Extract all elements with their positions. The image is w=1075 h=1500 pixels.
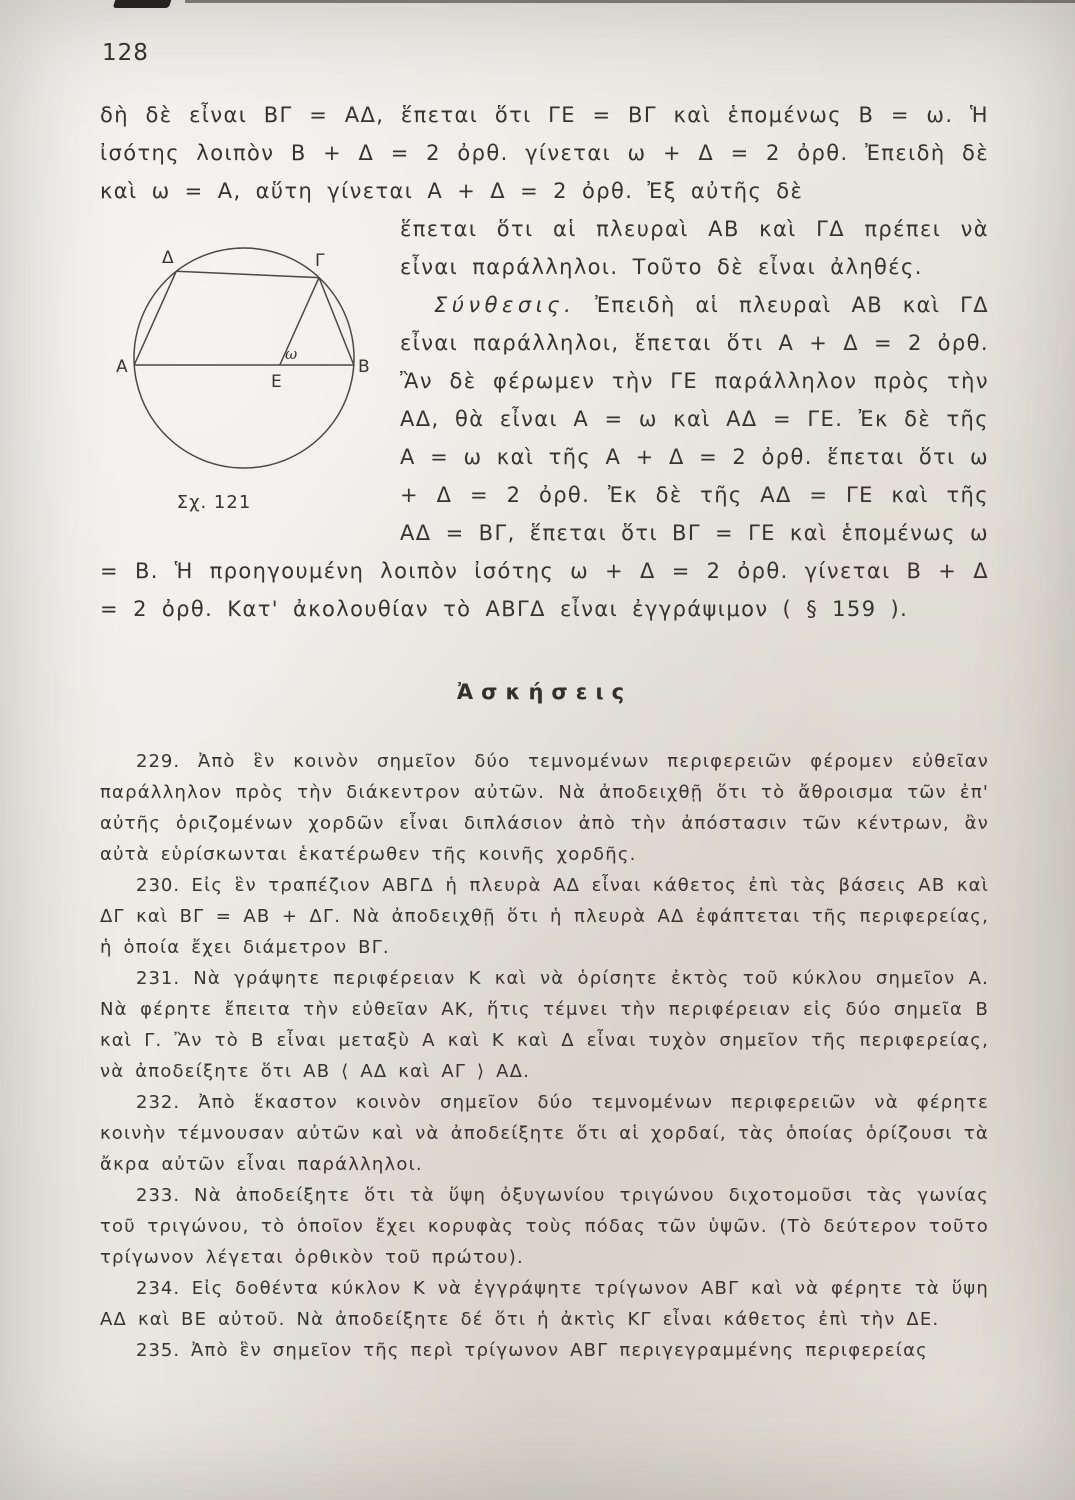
exercise-229-number: 229. [136, 751, 181, 772]
exercise-230-text: Εἰς ἓν τραπέζιον ΑΒΓΔ ἡ πλευρὰ ΑΔ εἶναι κάθετος ἐπὶ τὰς βάσεις ΑΒ καὶ ΔΓ καὶ ΒΓ = ΑΒ + ΔΓ. Νὰ ἀποδειχθῇ ὅτι ἡ πλευρὰ ΑΔ ἐφάπτεται τῆς περιφερείας, ἡ ὁποία ἔχει διάμετρον ΒΓ. [100, 875, 990, 958]
exercise-234 [100, 1273, 989, 1335]
exercises-list [100, 746, 989, 1366]
synthesis-text: Ἐπειδὴ αἱ πλευραὶ ΑΒ καὶ ΓΔ εἶναι παράλληλοι, ἕπεται ὅτι Α + Δ = 2 ὀρθ. Ἂν δὲ φέρωμεν τὴν ΓΕ παράλληλον πρὸς τὴν ΑΔ, θὰ εἶναι Α = ω καὶ ΑΔ = ΓΕ. Ἐκ δὲ τῆς Α = ω καὶ τῆς Α + Δ = 2 ὀρθ. ἕπεται ὅτι ω + Δ = 2 ὀρθ. Ἐκ δὲ τῆς ΑΔ = ΓΕ καὶ τῆς ΑΔ = ΒΓ, ἕπεται ὅτι ΒΓ = ΓΕ καὶ ἑπομένως ω = Β. Ἡ προηγουμένη λοιπὸν ἰσότης ω + Δ = 2 ὀρθ. γίνεται Β + Δ = 2 ὀρθ. Κατ' ἀκολουθίαν τὸ ΑΒΓΔ εἶναι ἐγγράψιμον ( § 159 ). [100, 293, 989, 621]
figure-label-D: Δ [162, 248, 174, 268]
exercise-233-text: Νὰ ἀποδείξητε ὅτι τὰ ὕψη ὀξυγωνίου τριγώνου διχοτομοῦσι τὰς γωνίας τοῦ τριγώνου, τὸ ὁποῖον ἔχει κορυφὰς τοὺς πόδας τῶν ὑψῶν. (Τὸ δεύτερον τοῦτο τρίγωνον λέγεται ὀρθικὸν τοῦ πρώτου). [100, 1185, 989, 1268]
exercise-231-text: Νὰ γράψητε περιφέρειαν Κ καὶ νὰ ὁρίσητε ἐκτὸς τοῦ κύκλου σημεῖον Α. Νὰ φέρητε ἔπειτα τὴν εὐθεῖαν ΑΚ, ἥτις τέμνει τὴν περιφέρειαν εἰς δύο σημεῖα Β καὶ Γ. Ἂν τὸ Β εἶναι μεταξὺ Α καὶ Κ καὶ Δ εἶναι τυχὸν σημεῖον τῆς περιφερείας, νὰ ἀποδείξητε ὅτι ΑΒ ⟨ ΑΔ καὶ ΑΓ ⟩ ΑΔ. [100, 968, 990, 1082]
exercise-233-number: 233. [136, 1185, 181, 1206]
figure-label-B: Β [358, 357, 370, 377]
exercise-232 [100, 1087, 989, 1180]
exercise-229 [100, 746, 989, 870]
exercise-231 [100, 963, 989, 1087]
exercise-235-text: Ἀπὸ ἓν σημεῖον τῆς περὶ τρίγωνον ΑΒΓ περιγεγραμμένης περιφερείας [191, 1340, 928, 1361]
synthesis-label: Σύνθεσις. [434, 293, 576, 317]
paragraph-continuation [100, 96, 989, 210]
figure-side-AD [134, 271, 176, 365]
exercise-234-text: Εἰς δοθέντα κύκλον Κ νὰ ἐγγράψητε τρίγωνον ΑΒΓ καὶ νὰ φέρητε τὰ ὕψη ΑΔ καὶ ΒΕ αὐτοῦ. Νὰ ἀποδείξητε δέ ὅτι ἡ ἀκτὶς ΚΓ εἶναι κάθετος ἐπὶ τὴν ΔΕ. [100, 1278, 989, 1330]
exercise-232-text: Ἀπὸ ἕκαστον κοινὸν σημεῖον δύο τεμνομένων περιφερειῶν νὰ φέρητε κοινὴν τέμνουσαν αὐτῶν καὶ νὰ ἀποδείξητε ὅτι αἱ χορδαί, τὰς ὁποίας ὁρίζουσι τὰ ἄκρα αὐτῶν εἶναι παράλληλοι. [100, 1092, 990, 1175]
paragraph-continuation-text: δὴ δὲ εἶναι ΒΓ = ΑΔ, ἕπεται ὅτι ΓΕ = ΒΓ καὶ ἑπομένως Β = ω. Ἡ ἰσότης λοιπὸν Β + Δ = 2 ὀρθ. γίνεται ω + Δ = 2 ὀρθ. Ἐπειδὴ δὲ καὶ ω = Α, αὕτη γίνεται Α + Δ = 2 ὀρθ. Ἐξ αὐτῆς δὲ [100, 103, 989, 203]
figure-label-G: Γ [315, 251, 325, 271]
figure-label-A: Α [116, 357, 128, 377]
scan-artifact-edge-line [185, 0, 1075, 3]
exercise-235-number: 235. [136, 1340, 181, 1361]
figure-label-E: Ε [271, 372, 282, 392]
exercise-231-number: 231. [136, 968, 181, 989]
exercise-230 [100, 870, 989, 963]
exercises-heading: Ἀσκήσεις [456, 680, 633, 704]
exercise-234-number: 234. [136, 1278, 181, 1299]
figure-side-GB [319, 278, 354, 365]
figure-121-drawing [106, 220, 374, 488]
figure-label-omega: ω [285, 345, 298, 363]
figure-side-DG [176, 271, 319, 277]
exercise-232-number: 232. [136, 1092, 181, 1113]
paragraph-after-figure-text: ἕπεται ὅτι αἱ πλευραὶ ΑΒ καὶ ΓΔ πρέπει νὰ εἶναι παράλληλοι. Τοῦτο δὲ εἶναι ἀληθές. [400, 217, 989, 279]
page-number: 128 [102, 40, 149, 66]
exercise-233 [100, 1180, 989, 1273]
exercise-230-number: 230. [136, 875, 181, 896]
main-text-block [100, 96, 989, 628]
figure-121 [106, 220, 374, 513]
figure-caption: Σχ. 121 [176, 492, 252, 513]
scan-artifact-blotch [113, 0, 172, 8]
exercise-229-text: Ἀπὸ ἓν κοινὸν σημεῖον δύο τεμνομένων περιφερειῶν φέρομεν εὐθεῖαν παράλληλον πρὸς τὴν διάκεντρον αὐτῶν. Νὰ ἀποδειχθῇ ὅτι τὸ ἄθροισμα τῶν ἐπ' αὐτῆς ὁριζομένων χορδῶν εἶναι διπλάσιον ἀπὸ τὴν ἀπόστασιν τῶν κέντρων, ἂν αὐτὰ εὑρίσκωνται ἑκατέρωθεν τῆς κοινῆς χορδῆς. [100, 751, 990, 865]
exercise-235 [100, 1335, 989, 1366]
